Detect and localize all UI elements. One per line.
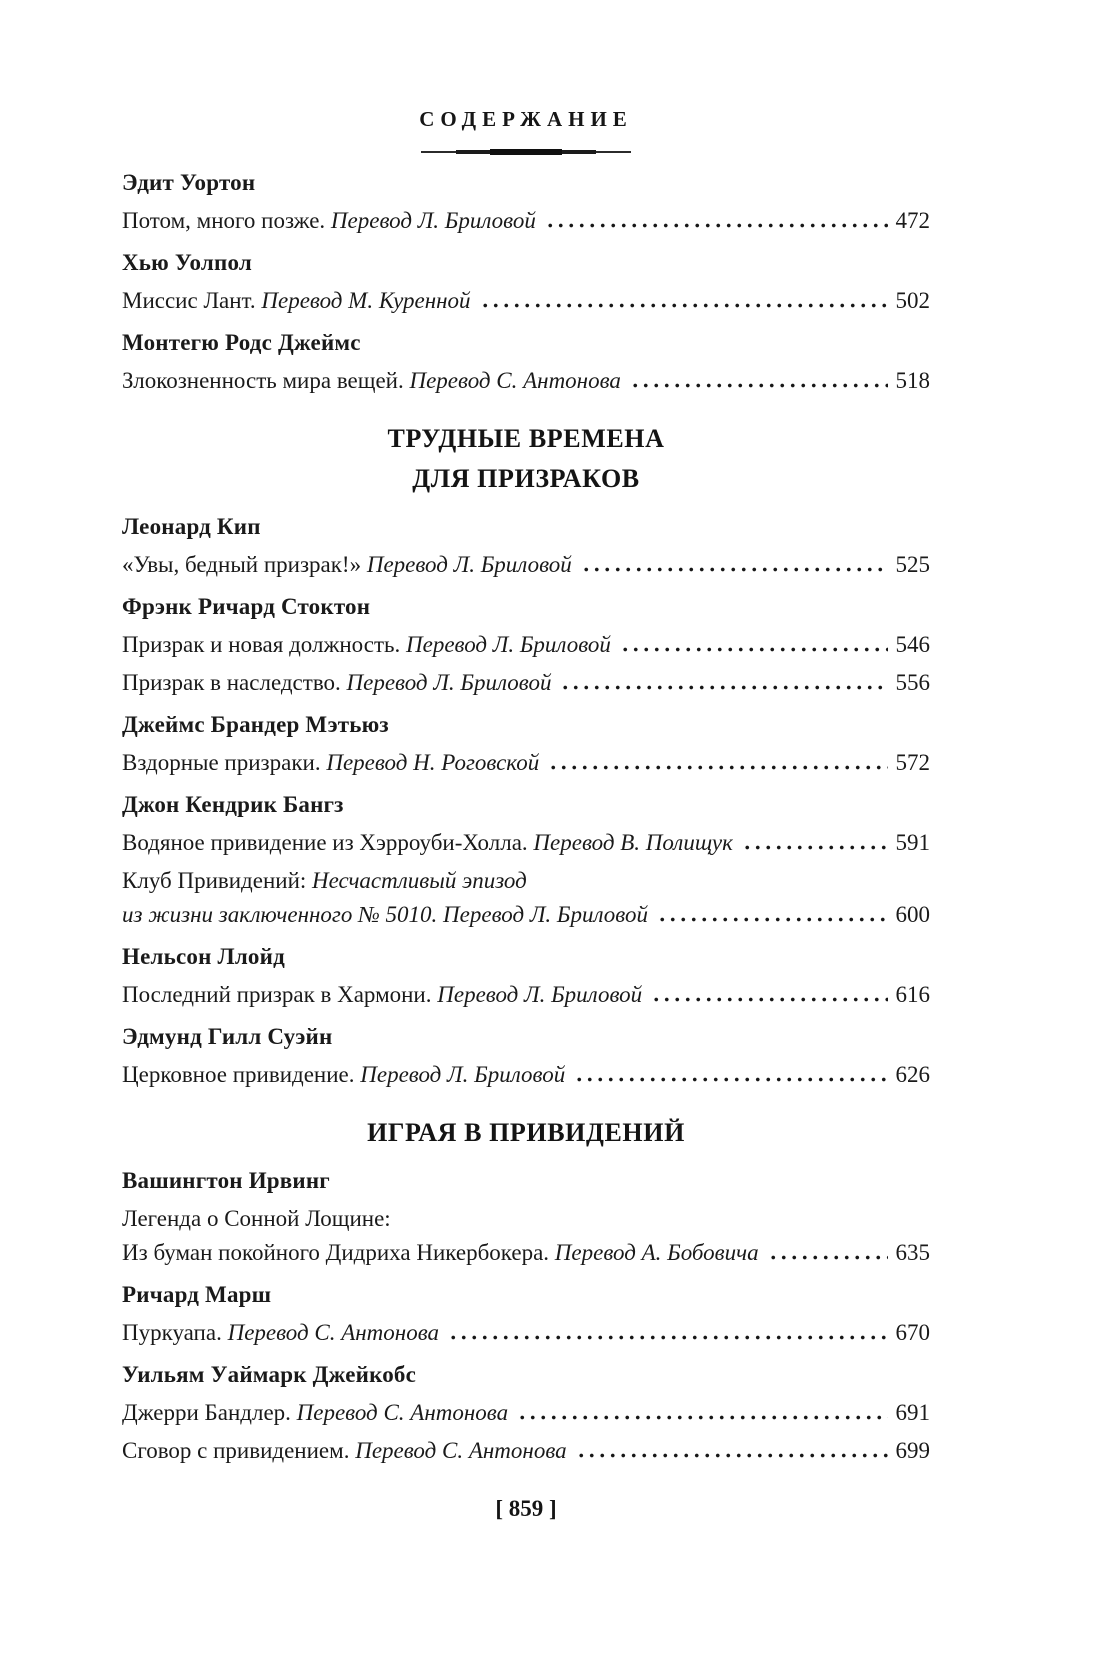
- entry-title: Вздорные призраки.: [122, 750, 327, 775]
- dot-leader: [655, 917, 888, 922]
- toc-entry-line: [122, 1205, 930, 1233]
- page-number: 600: [895, 902, 930, 927]
- toc-entry-line: [122, 749, 930, 777]
- toc-entry: [122, 1061, 930, 1089]
- entry-title: Сговор с привидением.: [122, 1438, 356, 1463]
- toc-entry: [122, 749, 930, 777]
- entry-text: [122, 1399, 508, 1427]
- toc-entry: [122, 1319, 930, 1347]
- page-number: 616: [895, 982, 930, 1007]
- entry-text: [122, 749, 539, 777]
- toc-entry-line: [122, 551, 930, 579]
- toc-entry: [122, 669, 930, 697]
- entry-translator: Перевод С. Антонова: [409, 368, 621, 393]
- dot-leader: [649, 997, 887, 1002]
- toc-entry-line: [122, 981, 930, 1009]
- author-name: Ричард Марш: [122, 1282, 272, 1307]
- author-name: Монтегю Родс Джеймс: [122, 330, 361, 355]
- entry-text: [122, 207, 536, 235]
- page-number: 626: [895, 1062, 930, 1087]
- entry-translator: Перевод Л. Бриловой: [406, 632, 611, 657]
- dot-leader: [574, 1453, 888, 1458]
- section-heading: [122, 1113, 930, 1153]
- section-heading: [122, 419, 930, 499]
- toc-entry-line: [122, 669, 930, 697]
- page-number: 556: [895, 670, 930, 695]
- ornamental-divider: [421, 148, 631, 155]
- dot-leader: [546, 765, 887, 770]
- toc-entry: [122, 829, 930, 857]
- entry-text: [122, 1239, 759, 1267]
- page-number: 591: [895, 830, 930, 855]
- dot-leader: [558, 685, 887, 690]
- toc-entry-line: [122, 1319, 930, 1347]
- page-number: 518: [895, 368, 930, 393]
- dot-leader: [478, 303, 888, 308]
- entry-translator: Перевод С. Антонова: [296, 1400, 509, 1425]
- entry-translator: Перевод Л. Бриловой: [366, 552, 572, 577]
- entry-title: Потом, много позже.: [122, 208, 331, 233]
- toc-entry: [122, 1205, 930, 1267]
- toc-entry-line: [122, 901, 930, 929]
- page-number: 699: [895, 1438, 930, 1463]
- entry-translator: Перевод А. Бобовича: [554, 1240, 759, 1265]
- author-name: Джеймс Брандер Мэтьюз: [122, 712, 389, 737]
- entry-title: Злокозненность мира вещей.: [122, 368, 410, 393]
- page-number: 635: [895, 1240, 930, 1265]
- entry-title: Призрак и новая должность.: [122, 632, 406, 657]
- section-heading-line: ТРУДНЫЕ ВРЕМЕНА: [387, 424, 665, 453]
- entry-translator: Перевод Л. Бриловой: [360, 1062, 566, 1087]
- toc-entry: [122, 981, 930, 1009]
- dot-leader: [618, 647, 888, 652]
- entry-text: [122, 1205, 391, 1233]
- author-name: Фрэнк Ричард Стоктон: [122, 594, 371, 619]
- entry-title: Церковное привидение.: [122, 1062, 361, 1087]
- toc-entry-line: [122, 1437, 930, 1465]
- toc-entry: [122, 367, 930, 395]
- section-heading-line: ИГРАЯ В ПРИВИДЕНИЙ: [367, 1118, 685, 1147]
- page-number: 546: [895, 632, 930, 657]
- page-number: 502: [895, 288, 930, 313]
- dot-leader: [579, 567, 888, 572]
- entry-title: «Увы, бедный призрак!»: [122, 552, 367, 577]
- author-name: Леонард Кип: [122, 514, 261, 539]
- entry-title: Миссис Лант.: [122, 288, 262, 313]
- toc-entry-line: [122, 829, 930, 857]
- toc-entry: [122, 1399, 930, 1427]
- entry-title: Джерри Бандлер.: [122, 1400, 297, 1425]
- toc-entry: [122, 1437, 930, 1465]
- entry-title: Водяное привидение из Хэрроуби-Холла.: [122, 830, 534, 855]
- entry-title: Призрак в наследство.: [122, 670, 347, 695]
- author-name: Вашингтон Ирвинг: [122, 1168, 330, 1193]
- toc-entry-line: [122, 207, 930, 235]
- toc-entry-line: [122, 367, 930, 395]
- page-title: СОДЕРЖАНИЕ: [419, 107, 633, 131]
- toc-entry-line: [122, 287, 930, 315]
- author-name: Хью Уолпол: [122, 250, 252, 275]
- author-name: Эдмунд Гилл Суэйн: [122, 1024, 333, 1049]
- entry-translator: Перевод Л. Бриловой: [443, 902, 648, 927]
- page-number: 691: [895, 1400, 930, 1425]
- entry-text: [122, 867, 527, 895]
- entry-translator: из жизни заключенного № 5010.: [122, 902, 444, 927]
- entry-title: Из буман покойного Дидриха Никербокера.: [122, 1240, 555, 1265]
- entry-title: Легенда о Сонной Лощине:: [122, 1206, 391, 1231]
- entry-translator: Перевод С. Антонова: [355, 1438, 567, 1463]
- toc-entry: [122, 631, 930, 659]
- author-name: Уильям Уаймарк Джейкобс: [122, 1362, 417, 1387]
- page-number: 525: [895, 552, 930, 577]
- entry-text: [122, 981, 642, 1009]
- author-name: Нельсон Ллойд: [122, 944, 285, 969]
- entry-translator: Перевод С. Антонова: [227, 1320, 440, 1345]
- toc-entry: [122, 867, 930, 929]
- page-number: 572: [895, 750, 930, 775]
- page-number: 670: [895, 1320, 930, 1345]
- dot-leader: [740, 845, 888, 850]
- author-name: Джон Кендрик Бангз: [122, 792, 344, 817]
- entry-text: [122, 287, 471, 315]
- toc-entry-line: [122, 631, 930, 659]
- entry-text: [122, 901, 648, 929]
- entry-text: [122, 829, 733, 857]
- dot-leader: [766, 1255, 888, 1260]
- entry-text: [122, 1437, 567, 1465]
- section-heading-line: ДЛЯ ПРИЗРАКОВ: [412, 464, 640, 493]
- toc-list: [122, 169, 930, 1465]
- entry-text: [122, 1061, 565, 1089]
- dot-leader: [572, 1077, 887, 1082]
- entry-translator: Перевод М. Куренной: [261, 288, 471, 313]
- toc-entry-line: [122, 867, 930, 895]
- entry-text: [122, 669, 551, 697]
- entry-translator: Перевод Л. Бриловой: [330, 208, 536, 233]
- toc-entry-line: [122, 1399, 930, 1427]
- toc-entry: [122, 207, 930, 235]
- divider-center-bar: [490, 149, 562, 155]
- dot-leader: [628, 383, 888, 388]
- toc-entry: [122, 287, 930, 315]
- entry-translator: Перевод Н. Роговской: [326, 750, 540, 775]
- entry-title: Клуб Привидений:: [122, 868, 313, 893]
- dot-leader: [543, 223, 888, 228]
- entry-title: Пуркуапа.: [122, 1320, 228, 1345]
- footer-page-number: [ 859 ]: [495, 1496, 557, 1521]
- dot-leader: [446, 1335, 887, 1340]
- content-column: [122, 0, 930, 1523]
- page-number: 472: [895, 208, 930, 233]
- entry-text: [122, 631, 611, 659]
- entry-text: [122, 367, 621, 395]
- entry-text: [122, 551, 572, 579]
- entry-translator: Перевод В. Полищук: [533, 830, 733, 855]
- toc-entry: [122, 551, 930, 579]
- toc-entry-line: [122, 1239, 930, 1267]
- entry-translator: Перевод Л. Бриловой: [437, 982, 643, 1007]
- entry-text: [122, 1319, 439, 1347]
- author-name: Эдит Уортон: [122, 170, 256, 195]
- entry-translator: Перевод Л. Бриловой: [346, 670, 552, 695]
- entry-translator: Несчастливый эпизод: [312, 868, 527, 893]
- entry-title: Последний призрак в Хармони.: [122, 982, 438, 1007]
- toc-entry-line: [122, 1061, 930, 1089]
- dot-leader: [515, 1415, 887, 1420]
